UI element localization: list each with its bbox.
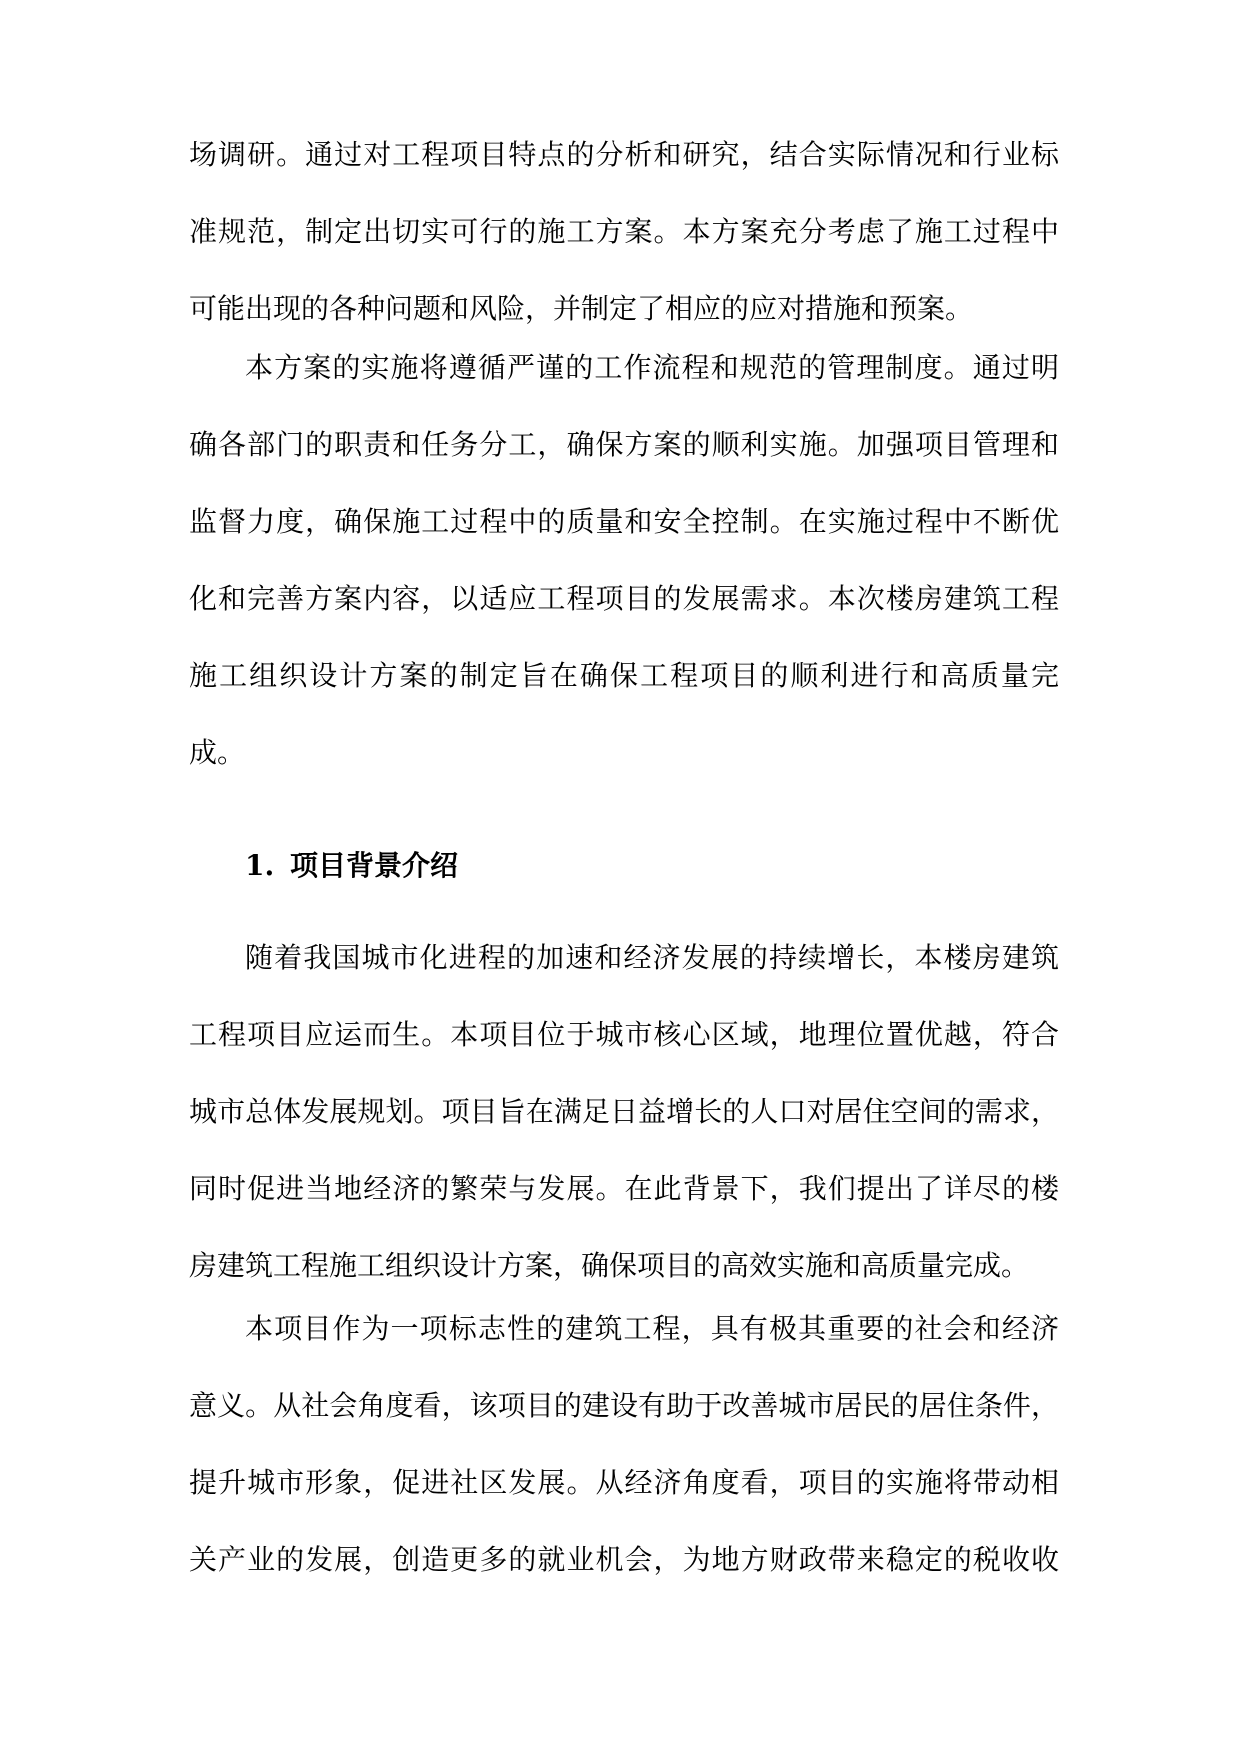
text-line: 本项目作为一项标志性的建筑工程，具有极其重要的社会和经济	[245, 1312, 1059, 1345]
text-line: 提升城市形象，促进社区发展。从经济角度看，项目的实施将带动相	[189, 1466, 1059, 1499]
text-line: 场调研。通过对工程项目特点的分析和研究，结合实际情况和行业标	[189, 138, 1059, 171]
paragraph-continuation	[189, 116, 1059, 347]
text-line: 可能出现的各种问题和风险，并制定了相应的应对措施和预案。	[189, 292, 974, 325]
text-line: 城市总体发展规划。项目旨在满足日益增长的人口对居住空间的需求，	[189, 1095, 1059, 1128]
text-line: 准规范，制定出切实可行的施工方案。本方案充分考虑了施工过程中	[189, 215, 1059, 248]
text-line: 成。	[189, 736, 246, 769]
text-line: 同时促进当地经济的繁荣与发展。在此背景下，我们提出了详尽的楼	[189, 1172, 1059, 1205]
text-line: 关产业的发展，创造更多的就业机会，为地方财政带来稳定的税收收	[189, 1543, 1059, 1576]
section-title: 项目背景介绍	[290, 849, 459, 882]
text-line: 施工组织设计方案的制定旨在确保工程项目的顺利进行和高质量完	[189, 659, 1059, 692]
section-number: 1.	[245, 849, 275, 882]
text-line: 意义。从社会角度看，该项目的建设有助于改善城市居民的居住条件，	[189, 1389, 1059, 1422]
text-line: 化和完善方案内容，以适应工程项目的发展需求。本次楼房建筑工程	[189, 582, 1059, 615]
section-heading	[245, 836, 458, 896]
text-line: 确各部门的职责和任务分工，确保方案的顺利实施。加强项目管理和	[189, 428, 1059, 461]
paragraph-background	[189, 919, 1059, 1304]
text-line: 房建筑工程施工组织设计方案，确保项目的高效实施和高质量完成。	[189, 1249, 1030, 1282]
text-line: 本方案的实施将遵循严谨的工作流程和规范的管理制度。通过明	[245, 351, 1059, 384]
paragraph-implementation	[189, 329, 1059, 791]
text-line: 监督力度，确保施工过程中的质量和安全控制。在实施过程中不断优	[189, 505, 1059, 538]
text-line: 随着我国城市化进程的加速和经济发展的持续增长，本楼房建筑	[245, 941, 1059, 974]
paragraph-significance	[189, 1290, 1059, 1598]
text-line: 工程项目应运而生。本项目位于城市核心区域，地理位置优越，符合	[189, 1018, 1059, 1051]
